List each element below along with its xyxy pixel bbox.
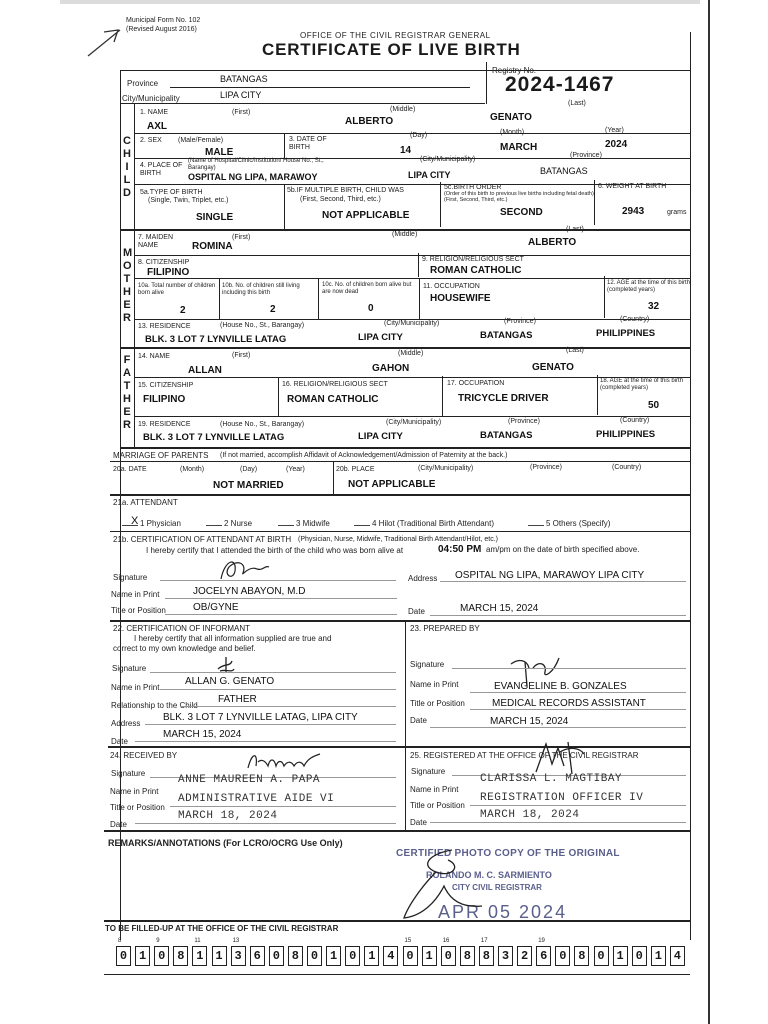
margin-pen-mark	[84, 22, 124, 62]
marriage-day-hint: (Day)	[240, 466, 258, 473]
registry-digit-box: 8	[460, 946, 475, 966]
marriage-year-hint: (Year)	[286, 466, 305, 473]
father-side-divider	[134, 347, 135, 447]
attendant-sig-line	[160, 580, 396, 581]
attendant-signature	[213, 553, 273, 589]
mother-residence: BLK. 3 LOT 7 LYNVILLE LATAG	[145, 334, 287, 345]
stamp-date: APR 05 2024	[438, 902, 568, 922]
attendant-name-label: Name in Print	[111, 590, 160, 599]
prepared-date-line	[430, 727, 686, 728]
prepared-title-label: Title or Position	[410, 699, 465, 708]
marriage-date-label: 20a. DATE	[113, 466, 147, 473]
mother-occupation-divider	[604, 276, 605, 318]
attendant-title-line	[165, 614, 397, 615]
received-signature-label: Signature	[111, 769, 146, 778]
attendant-cert-text: I hereby certify that I attended the birth of the child who was born alive at	[146, 546, 404, 555]
box-field-number: 13	[232, 938, 240, 944]
registry-digit-box: 0	[594, 946, 609, 966]
marriage-place-label: 20b. PLACE	[336, 466, 375, 473]
father-age: 50	[648, 400, 660, 411]
prepared-signature-label: Signature	[410, 660, 445, 669]
mother-10c: 0	[368, 303, 374, 314]
attendant-mark: X	[131, 515, 139, 527]
side-label-mother: MOTHER	[123, 247, 133, 324]
prepared-name-line	[470, 692, 686, 693]
mother-age: 32	[648, 301, 660, 312]
attendant-signature-label: Signature	[113, 573, 148, 582]
marriage-heading: MARRIAGE OF PARENTS	[113, 451, 209, 460]
father-age-label: 18. AGE at the time of this birth (completed years)	[600, 378, 684, 391]
informant-name: ALLAN G. GENATO	[185, 676, 275, 687]
marriage-country-hint: (Country)	[612, 464, 642, 471]
frame-top	[120, 70, 690, 71]
attendant-date-line	[430, 615, 686, 616]
received-section-end	[104, 830, 690, 832]
child-side-divider	[134, 103, 135, 229]
frame-right	[690, 32, 691, 940]
mother-10c-label: 10c. No. of children born alive but are now dead	[322, 282, 412, 295]
child-pob-label: 4. PLACE OF BIRTH	[140, 162, 183, 177]
attendant-address-label: Address	[408, 574, 438, 583]
registry-digit-box: 1	[364, 946, 379, 966]
father-religion-divider	[442, 376, 443, 416]
attendant-option-blank	[354, 525, 370, 526]
received-title: ADMINISTRATIVE AIDE VI	[178, 793, 335, 805]
registry-number: 2024-1467	[505, 73, 615, 96]
child-multiple-hint: (First, Second, Third, etc.)	[300, 196, 381, 203]
attendant-title-label: Title or Position	[111, 606, 166, 615]
registry-divider	[486, 62, 487, 104]
registry-digit-box: 8	[288, 946, 303, 966]
mother-row1-line	[134, 255, 690, 256]
attendant-title: OB/GYNE	[193, 602, 239, 613]
father-residence: BLK. 3 LOT 7 LYNVILLE LATAG	[143, 432, 285, 443]
attendant-cert-hint: (Physician, Nurse, Midwife, Traditional Birth Attendant/Hilot, etc.)	[298, 536, 498, 543]
child-order-label: 5c.BIRTH ORDER	[444, 184, 502, 191]
registry-digit-box: 0	[307, 946, 322, 966]
father-last-name: GENATO	[532, 362, 574, 373]
footer-label: TO BE FILLED-UP AT THE OFFICE OF THE CIVIL REGISTRAR	[105, 924, 339, 933]
mother-res-province: BATANGAS	[480, 330, 533, 341]
received-name-label: Name in Print	[110, 787, 159, 796]
attendant-date: MARCH 15, 2024	[460, 603, 539, 614]
marriage-place: NOT APPLICABLE	[348, 479, 436, 490]
marriage-row-line	[110, 461, 690, 462]
marriage-section-end	[110, 494, 690, 496]
prepared-name-label: Name in Print	[410, 680, 459, 689]
father-occupation-divider	[597, 375, 598, 415]
marriage-month-hint: (Month)	[180, 466, 205, 473]
registry-digit-box: 4	[670, 946, 685, 966]
registry-digit-box: 3	[498, 946, 513, 966]
prepared-title-line	[470, 709, 686, 710]
father-res-country: PHILIPPINES	[596, 429, 656, 440]
child-sex-label: 2. SEX	[140, 137, 162, 144]
box-field-number: 19	[538, 938, 545, 944]
box-field-number: 16	[442, 938, 450, 944]
registry-digit-box: 8	[479, 946, 494, 966]
child-dob-month: MARCH	[500, 142, 538, 153]
city-value: LIPA CITY	[220, 90, 262, 100]
attendant-name: JOCELYN ABAYON, M.D	[193, 586, 306, 597]
mother-citizenship: FILIPINO	[147, 267, 190, 278]
registry-digit-box: 3	[231, 946, 246, 966]
mother-residence-label: 13. RESIDENCE	[138, 323, 191, 330]
stamp-registrar-title: CITY CIVIL REGISTRAR	[452, 883, 542, 892]
child-dob-year: 2024	[605, 139, 628, 150]
received-signature	[244, 748, 324, 774]
received-title-label: Title or Position	[110, 803, 165, 812]
father-section-end	[120, 447, 690, 449]
mother-res-province-hint: (Province)	[504, 318, 536, 325]
mother-res-city-hint: (City/Municipality)	[384, 320, 440, 327]
child-first-name: AXL	[147, 121, 167, 132]
footer-bottom-line	[104, 974, 690, 975]
child-type-divider	[284, 184, 285, 229]
mother-maiden-label: 7. MAIDEN NAME	[138, 234, 174, 249]
mother-10b: 2	[270, 304, 276, 315]
prepared-date-label: Date	[410, 716, 427, 725]
father-res-country-hint: (Country)	[620, 417, 650, 424]
marriage-date: NOT MARRIED	[213, 480, 284, 491]
office-name: OFFICE OF THE CIVIL REGISTRAR GENERAL	[300, 31, 491, 40]
prepared-name: EVANGELINE B. GONZALES	[494, 681, 627, 692]
registry-digit-box: 0	[632, 946, 647, 966]
child-dob-year-hint: (Year)	[605, 127, 624, 134]
received-registered-divider	[405, 746, 406, 830]
registry-digit-box: 1	[192, 946, 207, 966]
child-pob-hint: (Name of Hospital/Clinic/Institution/ House No., St., Barangay)	[188, 158, 324, 171]
mother-10a-label: 10a. Total number of children born alive	[138, 283, 216, 296]
prepared-title: MEDICAL RECORDS ASSISTANT	[492, 698, 646, 709]
father-residence-label: 19. RESIDENCE	[138, 421, 191, 428]
registered-signature	[530, 738, 590, 778]
mother-10a: 2	[180, 305, 186, 316]
registered-date-label: Date	[410, 818, 427, 827]
child-sex-hint: (Male/Female)	[178, 137, 224, 144]
registered-title-line	[470, 805, 686, 806]
child-dob-day-hint: (Day)	[410, 132, 428, 139]
informant-name-line	[160, 689, 396, 690]
child-pob-city: LIPA CITY	[408, 170, 451, 180]
father-last-hint: (Last)	[566, 347, 584, 354]
mother-citizenship-label: 8. CITIZENSHIP	[138, 259, 190, 266]
attendant-option-blank	[206, 525, 222, 526]
registry-digit-box: 1	[212, 946, 227, 966]
father-religion-label: 16. RELIGION/RELIGIOUS SECT	[282, 381, 388, 388]
attendant-row-line	[110, 531, 690, 532]
father-occupation: TRICYCLE DRIVER	[458, 393, 549, 404]
registered-label: 25. REGISTERED AT THE OFFICE OF THE CIVIL REGISTRAR	[410, 751, 639, 760]
marriage-divider	[333, 462, 334, 494]
registered-title-label: Title or Position	[410, 801, 465, 810]
child-dob-day: 14	[400, 145, 412, 156]
received-date: MARCH 18, 2024	[178, 810, 278, 822]
attendant-address: OSPITAL NG LIPA, MARAWOY LIPA CITY	[455, 570, 645, 581]
child-pob-city-hint: (City/Municipality)	[420, 156, 476, 163]
father-res-province-hint: (Province)	[508, 418, 540, 425]
mother-occupation: HOUSEWIFE	[430, 293, 491, 304]
mother-religion: ROMAN CATHOLIC	[430, 265, 522, 276]
attendant-option: 1 Physician	[140, 519, 181, 528]
child-sex-divider	[284, 133, 285, 158]
attendant-option: 5 Others (Specify)	[546, 519, 611, 528]
child-multiple-label: 5b.IF MULTIPLE BIRTH, CHILD WAS	[287, 187, 404, 194]
child-last-hint: (Last)	[568, 100, 586, 107]
box-field-number: 17	[480, 938, 488, 944]
prepared-label: 23. PREPARED BY	[410, 624, 480, 633]
attendant-option: 4 Hilot (Traditional Birth Attendant)	[372, 519, 494, 528]
informant-label: 22. CERTIFICATION OF INFORMANT	[113, 624, 251, 633]
mother-10b-divider	[318, 278, 319, 320]
registry-digit-box: 8	[173, 946, 188, 966]
attendant-address-line	[440, 581, 686, 582]
informant-date-line	[135, 741, 396, 742]
mother-first-hint: (First)	[232, 234, 251, 241]
father-first-name: ALLAN	[188, 365, 222, 376]
received-date-label: Date	[110, 820, 127, 829]
child-type-hint: (Single, Twin, Triplet, etc.)	[148, 197, 229, 204]
father-res-city-hint: (City/Municipality)	[386, 419, 442, 426]
attendant-name-line	[165, 598, 397, 599]
child-pob-province-hint: (Province)	[570, 152, 602, 159]
informant-section-end	[108, 746, 690, 748]
attendant-section-end	[110, 620, 690, 622]
prepared-sig-line	[452, 668, 686, 669]
registered-name-label: Name in Print	[410, 785, 459, 794]
child-pob-province: BATANGAS	[540, 166, 588, 176]
mother-res-country-hint: (Country)	[620, 316, 650, 323]
father-name-label: 14. NAME	[138, 353, 170, 360]
attendant-label: 21a. ATTENDANT	[113, 498, 178, 507]
side-label-child: CHILD	[123, 135, 131, 199]
informant-relationship-label: Relationship to the Child	[111, 701, 198, 710]
form-number: Municipal Form No. 102	[126, 17, 201, 24]
footer-top-line	[104, 920, 690, 922]
child-dob-month-hint: (Month)	[500, 129, 525, 136]
attendant-option-blank	[528, 525, 544, 526]
registrar-stamp-signature	[392, 846, 512, 926]
father-first-hint: (First)	[232, 352, 251, 359]
child-type-label: 5a.TYPE OF BIRTH	[140, 189, 203, 196]
received-name: ANNE MAUREEN A. PAPA	[178, 774, 321, 786]
registry-digit-box: 0	[269, 946, 284, 966]
mother-religion-label: 9. RELIGION/RELIGIOUS SECT	[422, 256, 524, 263]
child-pob-place: OSPITAL NG LIPA, MARAWOY	[188, 172, 318, 182]
attendant-option-blank	[122, 525, 138, 526]
child-multiple: NOT APPLICABLE	[322, 210, 410, 221]
child-order: SECOND	[500, 207, 543, 218]
registry-digit-box: 1	[135, 946, 150, 966]
father-middle-name: GAHON	[372, 363, 410, 374]
father-citizenship-divider	[278, 377, 279, 417]
informant-sig-line	[150, 672, 396, 673]
attendant-cert-label: 21b. CERTIFICATION OF ATTENDANT AT BIRTH	[113, 535, 292, 544]
mother-res-country: PHILIPPINES	[596, 328, 656, 339]
registry-digit-box: 0	[345, 946, 360, 966]
registry-digit-box: 2	[517, 946, 532, 966]
child-weight-unit: grams	[667, 209, 687, 216]
child-first-hint: (First)	[232, 109, 251, 116]
marriage-province-hint: (Province)	[530, 464, 562, 471]
city-label: City/Municipality	[122, 94, 180, 103]
informant-address-line	[145, 724, 396, 725]
attendant-cert-text2: am/pm on the date of birth specified above.	[486, 545, 640, 554]
child-weight: 2943	[622, 206, 645, 217]
stamp-registrar-name: ROLANDO M. C. SARMIENTO	[426, 870, 552, 880]
scan-right-edge	[708, 0, 710, 1024]
child-order-divider	[594, 180, 595, 225]
child-multiple-divider	[440, 182, 441, 227]
attendant-date-label: Date	[408, 607, 425, 616]
father-citizenship: FILIPINO	[143, 394, 186, 405]
father-res-hint: (House No., St., Barangay)	[220, 421, 305, 428]
informant-address-label: Address	[111, 719, 141, 728]
registered-date-line	[430, 822, 686, 823]
received-title-line	[170, 806, 396, 807]
child-last-name: GENATO	[490, 112, 532, 123]
father-row2-line	[134, 416, 690, 417]
child-middle-name: ALBERTO	[345, 116, 394, 127]
page-title: CERTIFICATE OF LIVE BIRTH	[262, 40, 521, 59]
father-middle-hint: (Middle)	[398, 350, 424, 357]
registry-digit-box: 8	[574, 946, 589, 966]
side-label-father: FATHER	[123, 354, 131, 431]
attendant-time: 04:50 PM	[438, 544, 482, 555]
registered-signature-label: Signature	[411, 767, 446, 776]
informant-relationship: FATHER	[218, 694, 257, 705]
received-label: 24. RECEIVED BY	[110, 751, 178, 760]
registry-digit-box: 4	[383, 946, 398, 966]
registry-digit-box: 1	[651, 946, 666, 966]
registry-digit-box: 0	[116, 946, 131, 966]
registered-date: MARCH 18, 2024	[480, 809, 580, 821]
mother-last-name: ALBERTO	[528, 237, 577, 248]
province-label: Province	[127, 79, 159, 88]
mother-res-city: LIPA CITY	[358, 332, 403, 343]
box-field-number: 15	[404, 938, 412, 944]
marriage-city-hint: (City/Municipality)	[418, 465, 474, 472]
informant-name-label: Name in Print	[111, 683, 160, 692]
registered-title: REGISTRATION OFFICER IV	[480, 792, 644, 804]
informant-prepared-divider	[405, 620, 406, 746]
attendant-option-blank	[278, 525, 294, 526]
registry-digit-box: 0	[154, 946, 169, 966]
father-religion: ROMAN CATHOLIC	[287, 394, 379, 405]
registry-digit-box: 1	[422, 946, 437, 966]
mother-citizenship-divider	[418, 253, 419, 277]
attendant-option: 3 Midwife	[296, 519, 330, 528]
informant-signature-label: Signature	[112, 664, 147, 673]
father-occupation-label: 17. OCCUPATION	[447, 380, 505, 387]
registry-digit-box: 0	[403, 946, 418, 966]
form-revised: (Revised August 2016)	[126, 26, 197, 33]
registered-name: CLARISSA L. MAGTIBAY	[480, 773, 623, 785]
father-res-province: BATANGAS	[480, 430, 533, 441]
child-middle-hint: (Middle)	[390, 106, 416, 113]
mother-10a-divider	[219, 278, 220, 320]
mother-section-end	[120, 347, 690, 349]
mother-10b-label: 10b. No. of children still living including this birth	[222, 283, 300, 296]
mother-age-label: 12. AGE at the time of this birth (completed years)	[607, 280, 691, 293]
registry-digit-box: 0	[441, 946, 456, 966]
mother-side-divider	[134, 229, 135, 347]
prepared-date: MARCH 15, 2024	[490, 716, 569, 727]
box-field-number: 8	[118, 938, 122, 944]
mother-last-hint: (Last)	[566, 226, 584, 233]
informant-text2: correct to my own knowledge and belief.	[113, 644, 256, 653]
registry-digit-box: 6	[536, 946, 551, 966]
child-sex: MALE	[205, 147, 234, 158]
mother-occupation-label: 11. OCCUPATION	[423, 283, 480, 290]
registry-digit-box: 6	[250, 946, 265, 966]
informant-relationship-line	[180, 706, 396, 707]
informant-date: MARCH 15, 2024	[163, 729, 242, 740]
registry-digit-box: 0	[555, 946, 570, 966]
father-res-city: LIPA CITY	[358, 431, 403, 442]
registry-digit-box: 1	[326, 946, 341, 966]
informant-address: BLK. 3 LOT 7 LYNVILLE LATAG, LIPA CITY	[163, 712, 358, 723]
mother-res-hint: (House No., St., Barangay)	[220, 322, 305, 329]
child-order-hint: (Order of this birth to previous live births including fetal death) (First, Second, Third, etc.)	[444, 191, 594, 203]
attendant-option: 2 Nurse	[224, 519, 253, 528]
registry-label: Registry No.	[492, 66, 537, 75]
province-line	[170, 87, 470, 88]
stamp-certified-copy: CERTIFIED PHOTO COPY OF THE ORIGINAL	[396, 848, 620, 859]
scan-top-edge	[60, 0, 700, 4]
city-line	[120, 103, 485, 104]
mother-10c-divider	[419, 278, 420, 319]
child-weight-label: 6. WEIGHT AT BIRTH	[598, 183, 667, 190]
mother-first-name: ROMINA	[192, 241, 233, 252]
registry-digit-box: 1	[613, 946, 628, 966]
mother-middle-hint: (Middle)	[392, 231, 418, 238]
received-date-line	[135, 823, 396, 824]
marriage-note: (If not married, accomplish Affidavit of Acknowledgement/Admission of Paternity at the back.)	[220, 452, 508, 459]
informant-date-label: Date	[111, 737, 128, 746]
mother-row2-line	[134, 278, 690, 279]
province-value: BATANGAS	[220, 74, 268, 84]
box-field-number: 9	[156, 938, 160, 944]
child-dob-label: 3. DATE OF BIRTH	[289, 136, 327, 151]
informant-text1: I hereby certify that all information supplied are true and	[134, 634, 332, 643]
father-citizenship-label: 15. CITIZENSHIP	[138, 382, 194, 389]
child-name-label: 1. NAME	[140, 109, 169, 116]
remarks-label: REMARKS/ANNOTATIONS (For LCRO/OCRG Use Only)	[108, 838, 343, 848]
child-type: SINGLE	[196, 212, 234, 223]
box-field-number: 11	[194, 938, 201, 944]
